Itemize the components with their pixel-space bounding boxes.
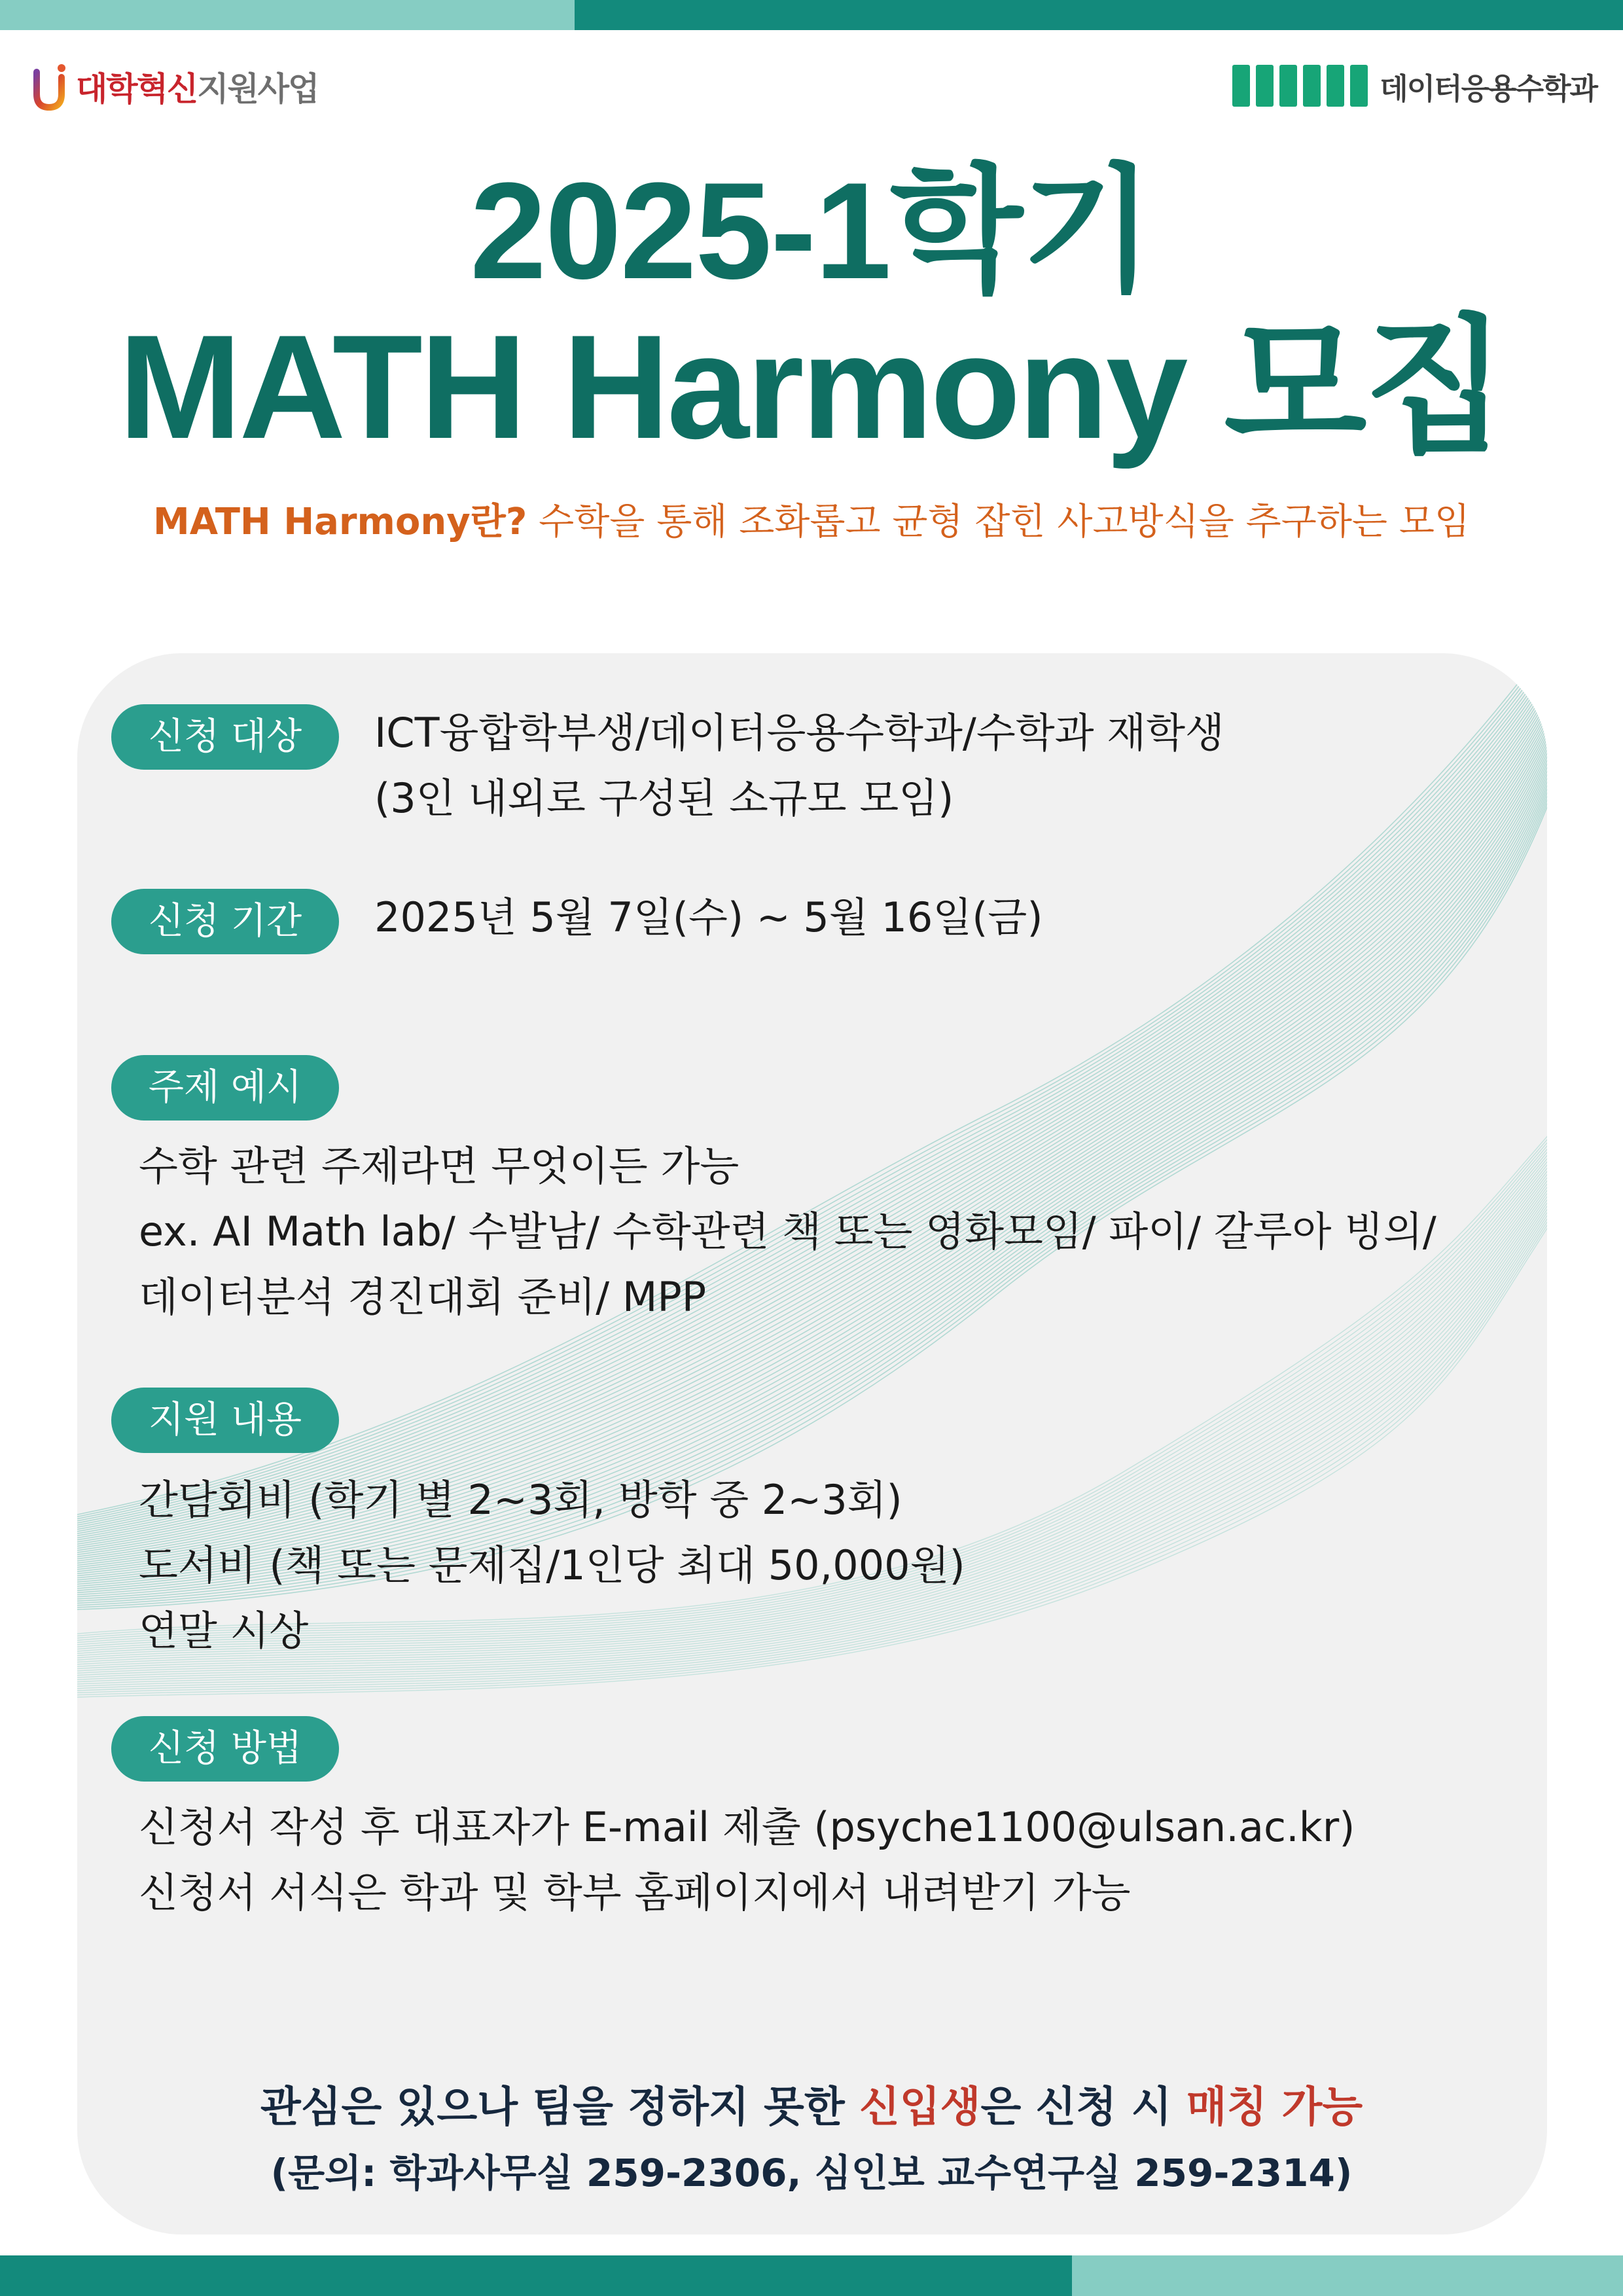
topics-line-3: 데이터분석 경진대회 준비/ MPP <box>139 1273 707 1321</box>
subtitle-rest: 수학을 통해 조화롭고 균형 잡힌 사고방식을 추구하는 모임 <box>527 501 1471 543</box>
logo-left-gray-text: 지원사업 <box>197 70 319 108</box>
topics-line-2: ex. AI Math lab/ 수발남/ 수학관련 책 또는 영화모임/ 파이/ 갈루아 빙의/ <box>139 1208 1436 1255</box>
method-line-1: 신청서 작성 후 대표자가 E-mail 제출 (psyche1100@ulsan.ac.kr) <box>139 1803 1355 1851</box>
tag-method: 신청 방법 <box>111 1716 339 1782</box>
content-card <box>77 653 1547 2234</box>
department-bars-icon <box>1232 65 1368 107</box>
footer-notice <box>0 2075 1623 2140</box>
footer-contact: (문의: 학과사무실 259-2306, 심인보 교수연구실 259-2314) <box>270 2151 1353 2195</box>
support-line-2: 도서비 (책 또는 문제집/1인당 최대 50,000원) <box>139 1541 965 1589</box>
top-bar-dark <box>575 0 1623 30</box>
target-line-1: ICT융합학부생/데이터응용수학과/수학과 재학생 <box>374 709 1224 757</box>
support-line-1: 간담회비 (학기 별 2~3회, 방학 중 2~3회) <box>139 1476 902 1524</box>
bottom-bar-dark <box>0 2255 1072 2296</box>
target-line-2: (3인 내외로 구성된 소규모 모임) <box>374 774 954 822</box>
method-line-2: 신청서 서식은 학과 및 학부 홈페이지에서 내려받기 가능 <box>139 1869 1131 1916</box>
bottom-bar-light <box>1072 2255 1623 2296</box>
footer-text-a: 관심은 있으나 팀을 정하지 못한 <box>260 2083 859 2132</box>
footer-highlight-freshmen: 신입생 <box>859 2083 981 2132</box>
u-logo-icon <box>30 60 68 113</box>
tag-period: 신청 기간 <box>111 889 339 954</box>
page-title-line1: 2025-1학기 <box>470 154 1153 308</box>
logo-left-red-text: 대학혁신 <box>76 70 198 108</box>
page-title-line2: MATH Harmony 모집 <box>118 304 1505 469</box>
subtitle-lead: MATH Harmony란? <box>152 501 527 543</box>
tag-support: 지원 내용 <box>111 1388 339 1453</box>
topics-line-1: 수학 관련 주제라면 무엇이든 가능 <box>139 1142 740 1190</box>
period-line-1: 2025년 5월 7일(수) ~ 5월 16일(금) <box>374 893 1043 941</box>
support-line-3: 연말 시상 <box>139 1607 309 1655</box>
tag-topics: 주제 예시 <box>111 1055 339 1121</box>
university-innovation-logo <box>30 60 318 113</box>
tag-target: 신청 대상 <box>111 704 339 770</box>
footer-highlight-matching: 매칭 가능 <box>1186 2083 1363 2132</box>
department-logo <box>1232 63 1597 109</box>
top-bar-light <box>0 0 575 30</box>
footer-text-c: 은 신청 시 <box>980 2083 1186 2132</box>
subtitle <box>0 496 1623 548</box>
department-logo-text: 데이터응용수학과 <box>1380 71 1597 106</box>
